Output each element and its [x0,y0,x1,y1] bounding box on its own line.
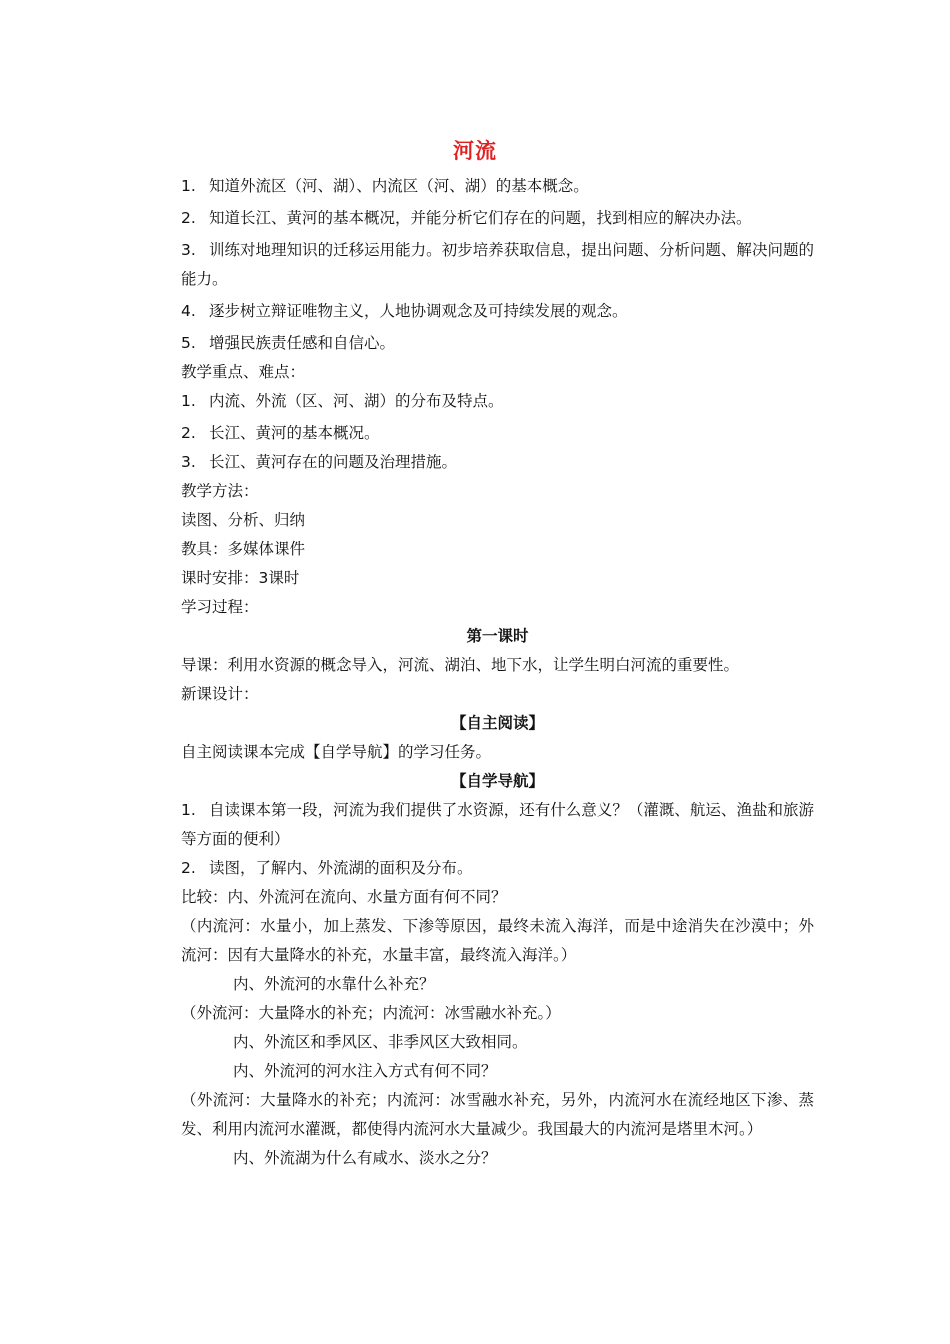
lake-question: 内、外流湖为什么有咸水、淡水之分？ [233,1149,497,1167]
intro-text: 导课：利用水资源的概念导入，河流、湖泊、地下水，让学生明白河流的重要性。 [181,656,740,674]
self-reading-heading: 【自主阅读】 [450,714,544,732]
nav-item-1: 1. 自读课本第一段，河流为我们提供了水资源，还有什么意义？（灌溉、航运、渔盐和旅游等方面的便利） [181,801,814,848]
nav-item-2: 2. 读图，了解内、外流湖的面积及分布。 [181,859,473,877]
supply-answer: （外流河：大量降水的补充；内流河：冰雪融水补充。） [181,1004,561,1022]
process-label: 学习过程： [181,598,259,616]
self-reading-text: 自主阅读课本完成【自学导航】的学习任务。 [181,743,492,761]
objective-3: 3. 训练对地理知识的迁移运用能力。初步培养获取信息，提出问题、分析问题、解决问题的能力。 [181,241,814,288]
key-points-label: 教学重点、难点： [181,363,306,381]
inflow-answer: （外流河：大量降水的补充；内流河：冰雪融水补充，另外，内流河水在流经地区下渗、蒸发、利用内流河水灌溉，都使得内流河水大量减少。我国最大的内流河是塔里木河。） [181,1091,814,1138]
compare-answer: （内流河：水量小，加上蒸发、下渗等原因，最终未流入海洋，而是中途消失在沙漠中；外流河：因有大量降水的补充，水量丰富，最终流入海洋。） [181,917,814,964]
new-design-label: 新课设计： [181,685,259,703]
inflow-question: 内、外流河的河水注入方式有何不同？ [233,1062,497,1080]
schedule-text: 课时安排：3课时 [181,569,300,587]
objective-4: 4. 逐步树立辩证唯物主义，人地协调观念及可持续发展的观念。 [181,302,628,320]
method-label: 教学方法： [181,482,259,500]
key-point-2: 2. 长江、黄河的基本概况。 [181,424,380,442]
compare-question: 比较：内、外流河在流向、水量方面有何不同？ [181,888,507,906]
region-note: 内、外流区和季风区、非季风区大致相同。 [233,1033,528,1051]
objective-2: 2. 知道长江、黄河的基本概况，并能分析它们存在的问题，找到相应的解决办法。 [181,209,752,227]
objective-1: 1. 知道外流区（河、湖）、内流区（河、湖）的基本概念。 [181,177,589,195]
document-title: 河流 [453,139,497,163]
key-point-1: 1. 内流、外流（区、河、湖）的分布及特点。 [181,392,504,410]
tools-text: 教具：多媒体课件 [181,540,306,558]
lesson-1-heading: 第一课时 [466,627,529,645]
objective-5: 5. 增强民族责任感和自信心。 [181,334,396,352]
key-point-3: 3. 长江、黄河存在的问题及治理措施。 [181,453,458,471]
self-nav-heading: 【自学导航】 [450,772,544,790]
supply-question: 内、外流河的水靠什么补充？ [233,975,435,993]
document-body [181,172,814,1173]
method-text: 读图、分析、归纳 [181,511,306,529]
